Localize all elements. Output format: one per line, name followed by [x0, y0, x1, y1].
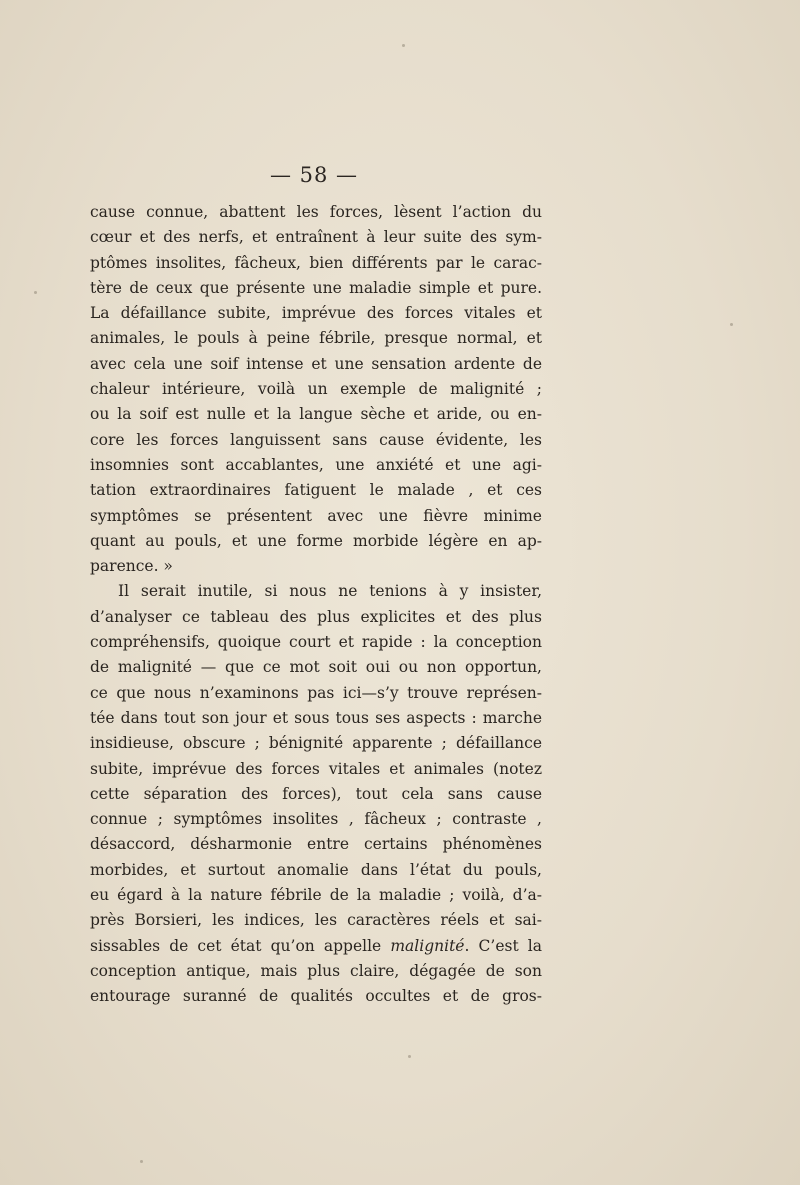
- text-line: compréhensifs, quoique court et rapide : la conception: [90, 633, 542, 652]
- paper-speck: [408, 1055, 411, 1058]
- text-line: tée dans tout son jour et sous tous ses aspects : marche: [90, 708, 542, 727]
- text-line: core les forces languissent sans cause évidente, les: [90, 430, 542, 449]
- text-line: cause connue, abattent les forces, lèsent l’action du: [90, 203, 542, 221]
- paper-speck: [402, 44, 405, 47]
- text-line: chaleur intérieure, voilà un exemple de malignité ;: [90, 380, 542, 399]
- text-line: tation extraordinaires fatiguent le malade , et ces: [90, 481, 542, 500]
- text-line: connue ; symptômes insolites , fâcheux ; contraste ,: [90, 810, 542, 829]
- text-line: désaccord, désharmonie entre certains phénomènes: [90, 835, 542, 854]
- text-line: ce que nous n’examinons pas ici—s’y trouve représen-: [90, 683, 542, 702]
- text-line: entourage suranné de qualités occultes et de gros-: [90, 987, 542, 1006]
- text-segment: . C’est la: [464, 936, 543, 955]
- text-line: ptômes insolites, fâcheux, bien différents par le carac-: [90, 253, 542, 272]
- text-segment: sissables de cet état qu’on appelle: [90, 936, 391, 955]
- text-line: parence. »: [90, 557, 173, 576]
- text-line: d’analyser ce tableau des plus explicites et des plus: [90, 607, 542, 626]
- text-line: animales, le pouls à peine fébrile, presque normal, et: [90, 329, 542, 348]
- text-line: quant au pouls, et une forme morbide légère en ap-: [90, 531, 542, 550]
- text-line: de malignité — que ce mot soit oui ou non opportun,: [90, 658, 542, 677]
- text-line: conception antique, mais plus claire, dégagée de son: [90, 961, 542, 980]
- text-line: près Borsieri, les indices, les caractères réels et sai-: [90, 911, 542, 930]
- text-line: eu égard à la nature fébrile de la maladie ; voilà, d’a-: [90, 886, 542, 905]
- italic-term: malignité: [390, 936, 465, 955]
- text-line-with-italic: [90, 934, 542, 959]
- text-line: insidieuse, obscure ; bénignité apparente ; défaillance: [90, 734, 542, 753]
- text-line: ou la soif est nulle et la langue sèche et aride, ou en-: [90, 405, 542, 424]
- text-line: La défaillance subite, imprévue des forces vitales et: [90, 304, 542, 323]
- text-line: avec cela une soif intense et une sensation ardente de: [90, 354, 542, 373]
- text-line: symptômes se présentent avec une fièvre minime: [90, 506, 542, 525]
- paper-speck: [34, 291, 37, 294]
- text-line: tère de ceux que présente une maladie simple et pure.: [90, 278, 542, 297]
- paper-speck: [730, 323, 733, 326]
- text-line: cette séparation des forces), tout cela sans cause: [90, 784, 542, 803]
- text-line: cœur et des nerfs, et entraînent à leur suite des sym-: [90, 228, 542, 247]
- paragraph-first-line: Il serait inutile, si nous ne tenions à y insister,: [118, 582, 542, 601]
- paper-speck: [140, 1160, 143, 1163]
- page-number: — 58 —: [269, 163, 359, 187]
- text-line: subite, imprévue des forces vitales et animales (notez: [90, 759, 542, 778]
- text-line: morbides, et surtout anomalie dans l’état du pouls,: [90, 860, 542, 879]
- text-line: insomnies sont accablantes, une anxiété et une agi-: [90, 455, 542, 474]
- body-text: [90, 200, 542, 1010]
